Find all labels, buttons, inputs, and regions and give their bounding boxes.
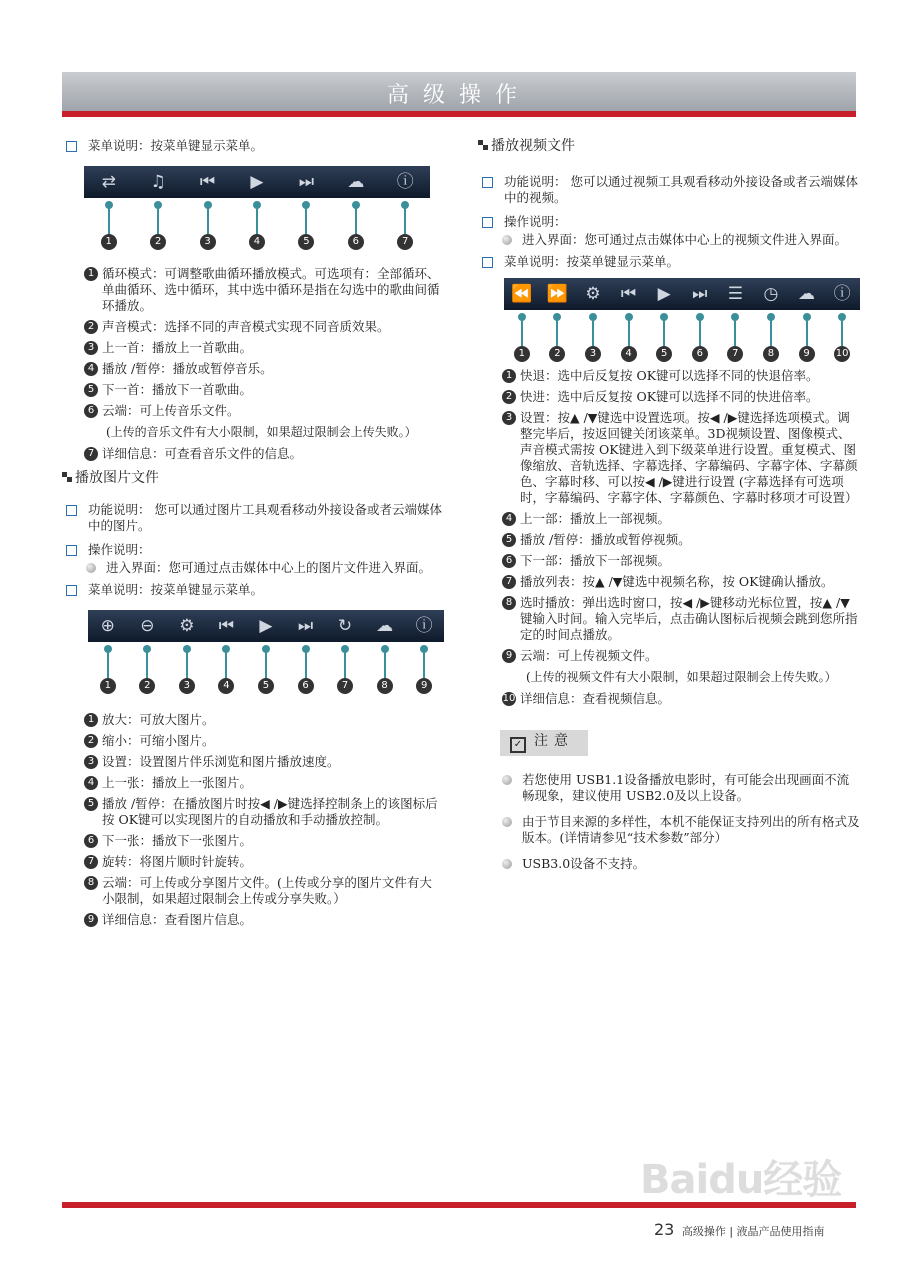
- previous-icon: ⏮: [620, 284, 637, 304]
- list-item: 4 播放 /暂停：播放或暂停音乐。: [84, 361, 444, 377]
- callout-6: 6: [690, 310, 710, 368]
- section-icon: [478, 140, 488, 150]
- list-item: 2 声音模式：选择不同的声音模式实现不同音质效果。: [84, 319, 444, 335]
- music-note-icon: ♫: [150, 172, 166, 192]
- list-item: 6 云端：可上传音乐文件。: [84, 403, 444, 419]
- callout-6: 6: [296, 642, 316, 700]
- callout-9: 9: [414, 642, 434, 700]
- video-enter: 进入界面：您可通过点击媒体中心上的视频文件进入界面。: [500, 232, 860, 248]
- section-title-photo: 播放图片文件: [62, 470, 444, 486]
- rewind-icon: ⏪: [511, 284, 533, 304]
- callout-8: 8: [375, 642, 395, 700]
- photo-menu-desc: 菜单说明：按菜单键显示菜单。: [66, 582, 444, 598]
- cloud-upload-icon: ☁: [347, 172, 365, 192]
- video-note: (上传的视频文件有大小限制，如果超过限制会上传失败。）: [526, 670, 837, 684]
- callout-3: 3: [177, 642, 197, 700]
- callout-4: 4: [216, 642, 236, 700]
- gear-icon: ⚙: [585, 284, 601, 304]
- list-item: 5 播放 /暂停：播放或暂停视频。: [502, 532, 860, 548]
- list-item: 9 详细信息：查看图片信息。: [84, 912, 444, 928]
- repeat-icon: ⇄: [101, 172, 116, 192]
- rotate-icon: ↻: [337, 616, 353, 636]
- next-icon: ⏭: [692, 284, 708, 304]
- page-title: 高级操作: [386, 83, 531, 108]
- video-toolbar-figure: [504, 278, 860, 368]
- callout-2: 2: [137, 642, 157, 700]
- video-op-desc: 操作说明：: [482, 214, 860, 230]
- music-note: (上传的音乐文件有大小限制，如果超过限制会上传失败。）: [106, 425, 417, 439]
- previous-icon: ⏮: [199, 172, 216, 192]
- photo-items: [84, 712, 444, 928]
- photo-toolbar: [88, 610, 444, 642]
- info-icon: ⓘ: [396, 172, 414, 192]
- music-toolbar-figure: [84, 166, 430, 256]
- baidu-watermark: Baidu经验: [640, 1157, 842, 1203]
- list-item: 7 播放列表：按▲ /▼键选中视频名称，按 OK键确认播放。: [502, 574, 860, 590]
- right-column: [482, 138, 860, 878]
- zoom-out-icon: ⊖: [140, 616, 155, 636]
- callout-7: 7: [725, 310, 745, 368]
- callout-1: 1: [512, 310, 532, 368]
- video-items: [502, 368, 860, 707]
- callout-1: 1: [99, 198, 119, 256]
- list-item: 6 下一部：播放下一部视频。: [502, 553, 860, 569]
- callout-2: 2: [547, 310, 567, 368]
- notice-list: [500, 772, 860, 872]
- callout-5: 5: [654, 310, 674, 368]
- playlist-icon: ☰: [727, 284, 743, 304]
- fast-forward-icon: ⏩: [546, 284, 568, 304]
- photo-enter: 进入界面：您可通过点击媒体中心上的图片文件进入界面。: [84, 560, 444, 576]
- notice-item: 由于节目来源的多样性，本机不能保证支持列出的所有格式及版本。(详情请参见“技术参数”部分）: [500, 814, 860, 846]
- play-icon: ▶: [250, 172, 264, 192]
- list-item: 3 上一首：播放上一首歌曲。: [84, 340, 444, 356]
- photo-func-desc: 功能说明： 您可以通过图片工具观看移动外接设备或者云端媒体中的图片。: [66, 502, 444, 534]
- list-item: 1 放大：可放大图片。: [84, 712, 444, 728]
- cloud-upload-icon: ☁: [376, 616, 394, 636]
- callout-1: 1: [98, 642, 118, 700]
- callout-2: 2: [148, 198, 168, 256]
- next-icon: ⏭: [298, 172, 315, 192]
- next-icon: ⏭: [297, 616, 314, 636]
- previous-icon: ⏮: [218, 616, 235, 636]
- list-item: 4 上一张：播放上一张图片。: [84, 775, 444, 791]
- notice-item: 若您使用 USB1.1设备播放电影时，有可能会出现画面不流畅现象，建议使用 USB2.0及以上设备。: [500, 772, 860, 804]
- gear-icon: ⚙: [179, 616, 195, 636]
- music-toolbar: [84, 166, 430, 198]
- callout-3: 3: [198, 198, 218, 256]
- header-divider: [62, 111, 856, 117]
- zoom-in-icon: ⊕: [100, 616, 115, 636]
- callout-4: 4: [247, 198, 267, 256]
- cloud-upload-icon: ☁: [798, 284, 816, 304]
- callout-5: 5: [256, 642, 276, 700]
- list-item: 3 设置：设置图片伴乐浏览和图片播放速度。: [84, 754, 444, 770]
- music-callouts: [84, 198, 430, 256]
- callout-7: 7: [395, 198, 415, 256]
- section-icon: [62, 472, 72, 482]
- section-title-video: 播放视频文件: [478, 138, 860, 154]
- play-icon: ▶: [259, 616, 273, 636]
- list-item: 10 详细信息：查看视频信息。: [502, 691, 671, 706]
- play-icon: ▶: [657, 284, 671, 304]
- info-icon: ⓘ: [833, 284, 851, 304]
- callout-10: 10: [832, 310, 852, 368]
- footer-text: 高级操作 | 液晶产品使用指南: [681, 1225, 825, 1238]
- list-item: 7 旋转：将图片顺时针旋转。: [84, 854, 444, 870]
- notice-label: ✓ 注意: [500, 730, 588, 756]
- video-callouts: [504, 310, 860, 368]
- list-item: 2 快进：选中后反复按 OK键可以选择不同的快进倍率。: [502, 389, 860, 405]
- music-menu-desc: 菜单说明：按菜单键显示菜单。: [66, 138, 444, 154]
- callout-8: 8: [761, 310, 781, 368]
- list-item: 2 缩小：可缩小图片。: [84, 733, 444, 749]
- checkbox-icon: ✓: [510, 737, 526, 753]
- notice-item: USB3.0设备不支持。: [500, 856, 860, 872]
- video-func-desc: 功能说明： 您可以通过视频工具观看移动外接设备或者云端媒体中的视频。: [482, 174, 860, 206]
- video-menu-desc: 菜单说明：按菜单键显示菜单。: [482, 254, 860, 270]
- list-item: 5 下一首：播放下一首歌曲。: [84, 382, 444, 398]
- photo-toolbar-figure: [88, 610, 444, 700]
- callout-4: 4: [619, 310, 639, 368]
- footer: [654, 1220, 825, 1239]
- video-toolbar: [504, 278, 860, 310]
- photo-callouts: [88, 642, 444, 700]
- list-item: 4 上一部：播放上一部视频。: [502, 511, 860, 527]
- list-item: 9 云端：可上传视频文件。: [502, 648, 860, 664]
- info-icon: ⓘ: [415, 616, 433, 636]
- list-item: 5 播放 /暂停：在播放图片时按◀ /▶键选择控制条上的该图标后按 OK键可以实现图片的自动播放和手动播放控制。: [84, 796, 444, 828]
- callout-6: 6: [346, 198, 366, 256]
- left-column: [66, 138, 444, 933]
- callout-3: 3: [583, 310, 603, 368]
- music-items: [84, 266, 444, 462]
- list-item: 1 循环模式：可调整歌曲循环播放模式。可选项有：全部循环、单曲循环、选中循环，其中选中循环是指在勾选中的歌曲间循环播放。: [84, 266, 444, 314]
- list-item: 6 下一张：播放下一张图片。: [84, 833, 444, 849]
- page-number: 23: [654, 1220, 675, 1239]
- callout-7: 7: [335, 642, 355, 700]
- callout-9: 9: [797, 310, 817, 368]
- header-bar: [62, 72, 856, 112]
- list-item: 7 详细信息：可查看音乐文件的信息。: [84, 446, 444, 462]
- list-item: 8 选时播放：弹出选时窗口，按◀ /▶键移动光标位置，按▲ /▼键输入时间。输入完毕后，点击确认图标后视频会跳到您所指定的时间点播放。: [502, 595, 860, 643]
- list-item: 8 云端：可上传或分享图片文件。(上传或分享的图片文件有大小限制，如果超过限制会上传或分享失败。）: [84, 875, 444, 907]
- list-item: 1 快退：选中后反复按 OK键可以选择不同的快退倍率。: [502, 368, 860, 384]
- list-item: 3 设置：按▲ /▼键选中设置选项。按◀ /▶键选择选项模式。调整完毕后，按返回键关闭该菜单。3D视频设置、图像模式、声音模式需按 OK键进入到下级菜单进行设置。重复模式、图像缩放、音轨选择、字幕选择、字幕编码、字幕字体、字幕颜色、字幕时移、可以按◀ /▶键进行设置 (字幕选择有可选项时，字幕编码、字幕字体、字幕颜色、字幕时移项才可设置）: [502, 410, 860, 506]
- callout-5: 5: [296, 198, 316, 256]
- clock-icon: ◷: [763, 284, 779, 304]
- photo-op-desc: 操作说明：: [66, 542, 444, 558]
